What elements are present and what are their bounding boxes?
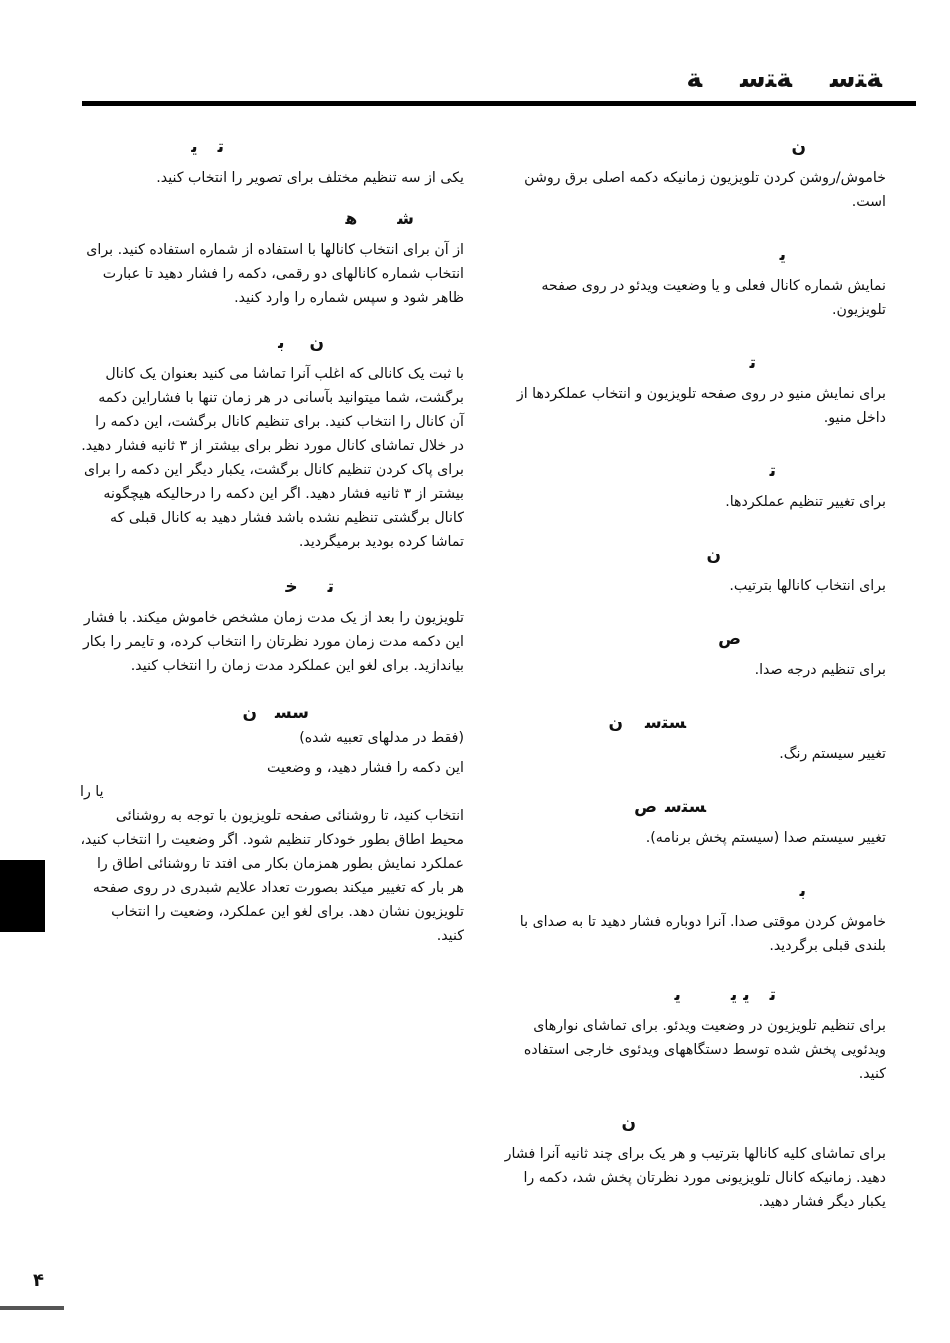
item-description: تغییر سیستم صدا (سیستم پخش برنامه).: [645, 830, 886, 846]
item-heading: ﻥ: [621, 1113, 636, 1133]
item-description: از آن برای انتخاب کانالها با استفاده از شماره استفاده کنید. برای انتخاب شماره کانالهای دو رقمی، دکمه را فشار دهید تا عبارت ظاهر شود و سپس شماره را وارد کنید.: [86, 242, 464, 306]
item-volume: [496, 626, 886, 682]
item-heading: ﺗ: [749, 353, 756, 373]
item-heading: ﺳﺴﻥ: [242, 703, 309, 723]
item-adjust: [496, 458, 886, 514]
item-description: انتخاب کنید، تا روشنائی صفحه تلویزیون با توجه به روشنائی محیط اطاق بطور خودکار تنظیم شود. اگر وضعیت را انتخاب کنید، عملکرد نمایش بطور همزمان بکار می افتد تا روشنائی اطاق را هر بار که تغییر میکند بصورت تعداد علایم شبدری در روی صفحه تلویزیون نشان دهد. برای لغو این عملکرد، وضعیت را انتخاب کنید.: [80, 808, 464, 944]
item-description: با ثبت یک کانالی که اغلب آنرا تماشا می کنید بعنوان یک کانال برگشت، شما میتوانید بآسانی در هر زمان تنها با فشاراین دکمه آن کانال را انتخاب کنید. برای تنظیم کانال برگشت، این دکمه را در خلال تماشای کانال مورد نظر برای بیشتر از ۳ ثانیه فشار دهید. برای پاک کردن تنظیم کانال برگشت، یکبار دیگر این دکمه را برای بیشتر از ۳ ثانیه فشار دهید. اگر این دکمه را درحالیکه هیچگونه کانال برگشتی تنظیم نشده باشد فشار دهید به کانال قبلی که تماشا کرده بودید برمیگردید.: [81, 366, 464, 550]
item-description: برای تنظیم درجه صدا.: [754, 662, 886, 678]
page-number: ۴: [33, 1270, 44, 1291]
item-eco-sensor: [80, 700, 464, 948]
item-display: [496, 242, 886, 322]
item-sleep-timer: [80, 574, 464, 678]
item-description: برای نمایش منیو در روی صفحه تلویزیون و انتخاب عملکردها از داخل منیو.: [516, 386, 886, 426]
item-heading: ﺴﺘﺳﻥ: [608, 713, 686, 733]
item-description: برای تغییر تنظیم عملکردها.: [725, 494, 886, 510]
item-sound-system: [496, 794, 886, 850]
item-description: برای انتخاب کانالها بترتیب.: [729, 578, 886, 594]
item-heading: ﻥ: [791, 137, 806, 157]
item-video: [496, 982, 886, 1086]
item-heading: ﺗﺧ: [285, 577, 334, 597]
right-column: [496, 126, 886, 1214]
item-description: نمایش شماره کانال فعلی و یا وضعیت ویدئو در روی صفحه تلویزیون.: [541, 278, 886, 318]
item-return: [80, 330, 464, 554]
item-channel: [496, 542, 886, 598]
item-description: یکی از سه تنظیم مختلف برای تصویر را انتخاب کنید.: [156, 170, 464, 186]
title-glyph-1: ﺔﺘﺳ: [830, 64, 882, 94]
item-color-system: [496, 710, 886, 766]
item-heading: ﺑ: [799, 881, 806, 901]
item-description: برای تنظیم تلویزیون در وضعیت ویدئو. برای تماشای نوارهای ویدئویی پخش شده توسط دستگاههای ویدئوی خارجی استفاده کنید.: [523, 1018, 886, 1082]
item-scan: [496, 1110, 886, 1214]
item-picture: [80, 134, 464, 190]
item-menu: [496, 350, 886, 430]
item-description: تغییر سیستم رنگ.: [779, 746, 886, 762]
item-description: خاموش/روشن کردن تلویزیون زمانیکه دکمه اصلی برق روشن است.: [524, 170, 886, 210]
item-heading: ﻥ: [706, 545, 721, 565]
item-heading: ﺹ: [718, 629, 741, 649]
item-heading: ﺗ: [769, 461, 776, 481]
section-tab-marker: [0, 860, 45, 932]
item-description: برای تماشای کلیه کانالها بترتیب و هر یک برای چند ثانیه آنرا فشار دهید. زمانیکه کانال تلویزیونی مورد نظرتان پخش شد، دکمه را یکبار دیگر فشار دهید.: [504, 1146, 886, 1210]
item-description: خاموش کردن موقتی صدا. آنرا دوباره فشار دهید تا به صدای با بلندی قبلی برگردید.: [519, 914, 886, 954]
item-heading: ﻳ: [779, 245, 786, 265]
item-description: این دکمه را فشار دهید، و وضعیت: [267, 760, 464, 776]
title-glyph-3: ﺔ: [686, 64, 703, 94]
title-glyph-2: ﺔﺘﺳ: [740, 64, 793, 94]
item-heading: ﺗﻳ: [191, 137, 224, 157]
item-mute: [496, 878, 886, 958]
item-description: تلویزیون را بعد از یک مدت زمان مشخص خاموش میکند. با فشار این دکمه مدت زمان مورد نظرتان را انتخاب کرده، و تایمر را بکار بیاندازید. برای لغو این عملکرد مدت زمان را انتخاب کنید.: [82, 610, 464, 674]
page-title: [642, 64, 882, 98]
left-column: [80, 126, 464, 948]
page-number-rule: [0, 1306, 64, 1310]
item-power: [496, 134, 886, 214]
item-heading: ﻥﺑ: [278, 333, 324, 353]
item-heading: ﺷﻫ: [345, 209, 414, 229]
item-description: یا را: [80, 784, 104, 800]
item-numbers: [80, 206, 464, 310]
item-note: (فقط در مدلهای تعبیه شده): [299, 730, 464, 746]
header-rule: [82, 101, 916, 106]
item-heading: ﺴﺘﺳﺹ: [634, 797, 706, 817]
item-heading: ﺗﻳ ﻳﻳ: [674, 985, 776, 1005]
